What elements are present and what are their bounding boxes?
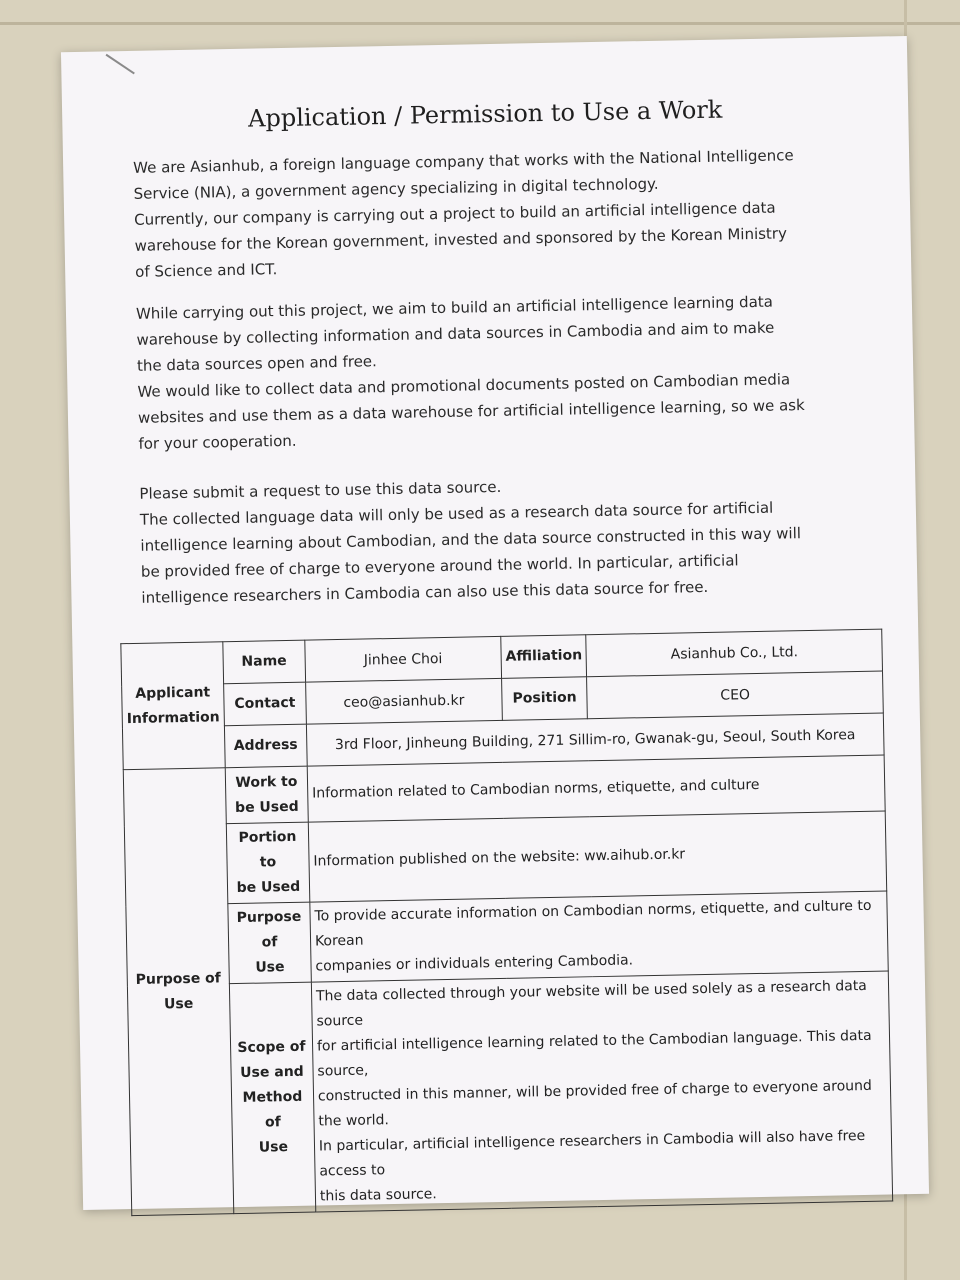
paragraph-line: for your cooperation. xyxy=(138,431,297,453)
table-row xyxy=(126,891,888,986)
portion-to-be-used-label xyxy=(226,822,310,904)
position-value: CEO xyxy=(587,671,883,719)
affiliation-label: Affiliation xyxy=(501,635,587,679)
label-line: Use xyxy=(255,959,285,976)
paragraph-line: the data sources open and free. xyxy=(136,352,378,375)
paragraph-line: of Science and ICT. xyxy=(135,260,278,281)
affiliation-value: Asianhub Co., Ltd. xyxy=(586,629,882,677)
label-line: be Used xyxy=(234,798,299,816)
scope-and-method-value xyxy=(311,971,892,1212)
staple xyxy=(106,54,135,75)
contact-value: ceo@asianhub.kr xyxy=(306,678,503,724)
paragraph-line: Please submit a request to use this data source. xyxy=(139,477,502,503)
header-line: Purpose of xyxy=(135,969,221,988)
label-line: Method of xyxy=(242,1088,303,1131)
position-label: Position xyxy=(501,677,587,721)
value-line: The data collected through your website will be used solely as a research data source xyxy=(315,977,867,1030)
value-line: constructed in this manner, will be provided free of charge to everyone around the world. xyxy=(317,1077,872,1130)
document-title: Application / Permission to Use a Work xyxy=(247,95,723,133)
value-line: To provide accurate information on Cambodian norms, etiquette, and culture to Korean xyxy=(314,897,872,950)
contact-label: Contact xyxy=(224,682,307,726)
paragraph-line: The collected language data will only be used as a research data source for artificial xyxy=(139,498,774,529)
address-value: 3rd Floor, Jinheung Building, 271 Sillim-ro, Gwanak-gu, Seoul, South Korea xyxy=(306,713,884,766)
label-line: Use and xyxy=(240,1063,304,1081)
portion-to-be-used-value: Information published on the website: ww.aihub.or.kr xyxy=(308,811,887,902)
paragraph-line: While carrying out this project, we aim to build an artificial intelligence learning data xyxy=(135,292,774,323)
document-page xyxy=(61,36,929,1210)
header-line: Applicant xyxy=(135,683,211,702)
tile-grout-line xyxy=(0,22,960,25)
header-line: Use xyxy=(163,995,194,1012)
paragraph-line: We would like to collect data and promotional documents posted on Cambodian media xyxy=(137,370,791,401)
request-paragraph xyxy=(139,468,809,611)
value-line: companies or individuals entering Cambodia. xyxy=(315,952,634,975)
purpose-of-use-header xyxy=(123,768,233,1216)
label-line: Work to xyxy=(235,773,298,791)
paragraph-line: We are Asianhub, a foreign language company that works with the National Intelligence xyxy=(133,146,794,177)
paragraph-line: Service (NIA), a government agency specializing in digital technology. xyxy=(133,174,659,203)
scope-and-method-label xyxy=(229,982,315,1214)
paragraph-line: warehouse by collecting information and data sources in Cambodia and aim to make xyxy=(136,318,775,349)
paragraph-line: intelligence researchers in Cambodia can also use this data source for free. xyxy=(141,577,709,607)
paragraph-line: websites and use them as a data warehouse for artificial intelligence learning, so we ask xyxy=(137,396,805,427)
purpose-label xyxy=(228,902,312,984)
value-line: In particular, artificial intelligence researchers in Cambodia will also have free access to xyxy=(318,1127,866,1180)
label-line: be Used xyxy=(236,878,301,897)
label-line: Portion to xyxy=(238,828,297,871)
work-to-be-used-label xyxy=(225,766,308,824)
work-to-be-used-value: Information related to Cambodian norms, etiquette, and culture xyxy=(307,755,885,822)
table-row xyxy=(127,971,892,1216)
name-label: Name xyxy=(223,640,306,684)
paragraph-line: warehouse for the Korean government, invested and sponsored by the Korean Ministry xyxy=(134,224,788,255)
paragraph-line: be provided free of charge to everyone around the world. In particular, artificial xyxy=(140,551,739,581)
application-table xyxy=(120,629,893,1217)
value-line: this data source. xyxy=(319,1186,437,1205)
table-row xyxy=(124,811,886,906)
label-line: Scope of xyxy=(237,1038,306,1057)
paragraph-line: Currently, our company is carrying out a project to build an artificial intelligence data xyxy=(134,198,776,229)
header-line: Information xyxy=(126,708,220,727)
name-value: Jinhee Choi xyxy=(305,636,502,682)
applicant-information-header xyxy=(121,642,225,770)
purpose-value xyxy=(310,891,889,982)
paragraph-line: intelligence learning about Cambodian, and the data source constructed in this way will xyxy=(140,524,802,555)
value-line: for artificial intelligence learning related to the Cambodian language. This data source, xyxy=(316,1027,872,1080)
label-line: Use xyxy=(258,1139,289,1156)
project-paragraph xyxy=(136,288,807,457)
address-label: Address xyxy=(224,724,307,768)
intro-paragraph xyxy=(133,142,803,285)
label-line: Purpose of xyxy=(236,908,302,951)
